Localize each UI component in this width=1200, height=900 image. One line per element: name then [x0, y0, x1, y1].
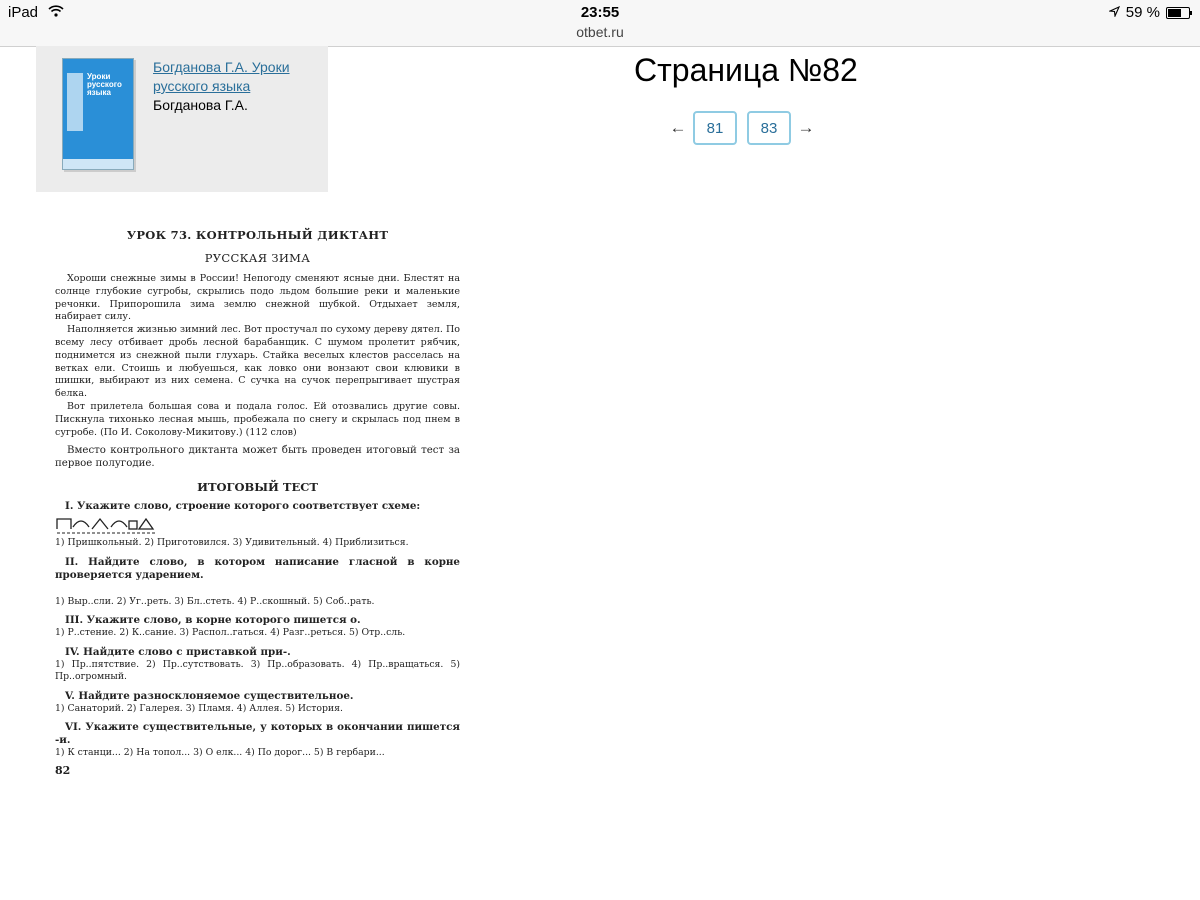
- cover-bottom-band: [63, 159, 133, 169]
- prev-page-button[interactable]: 81: [693, 111, 737, 145]
- answer-options: 1) Пришкольный. 2) Приготовился. 3) Удивительный. 4) Приблизиться.: [55, 537, 409, 549]
- battery-fill: [1168, 9, 1181, 17]
- question: V. Найдите разносклоняемое существительное.: [65, 689, 354, 702]
- answer-options: 1) Пр..пятствие. 2) Пр..сутствовать. 3) Пр..образовать. 4) Пр..вращаться. 5) Пр..огромный.: [55, 658, 460, 683]
- book-cover-image[interactable]: [62, 58, 134, 170]
- clock: 23:55: [580, 4, 620, 21]
- url-host[interactable]: otbet.ru: [576, 24, 624, 40]
- book-author: Богданова Г.А.: [153, 97, 248, 113]
- battery-icon: [1166, 7, 1190, 19]
- lesson-title: УРОК 73. КОНТРОЛЬНЫЙ ДИКТАНТ: [126, 228, 389, 242]
- book-title-link[interactable]: Богданова Г.А. Уроки русского языка: [153, 59, 290, 94]
- question: I. Укажите слово, строение которого соответствует схеме:: [65, 500, 421, 513]
- answer-options: 1) Выр..сли. 2) Уг..реть. 3) Бл..стеть. 4) Р..скошный. 5) Соб..рать.: [55, 595, 375, 607]
- page-title: Страница №82: [634, 52, 858, 88]
- dictation-paragraph: Хороши снежные зимы в России! Непогоду сменяют ясные дни. Блестят на солнце глубокие сугробы, скрылись подо льдом большие реки и маленькие речонки. Припорошила зима землю снежной шубкой. Отдыхает земля, набирает силу.: [55, 273, 460, 323]
- answer-options: 1) Санаторий. 2) Галерея. 3) Пламя. 4) Аллея. 5) История.: [55, 702, 343, 714]
- location-arrow-icon: [1109, 4, 1120, 21]
- morpheme-scheme-icon: [55, 513, 460, 537]
- dictation-note: Вместо контрольного диктанта может быть проведен итоговый тест за первое полугодие.: [55, 445, 460, 470]
- dictation-paragraph: Наполняется жизнью зимний лес. Вот простучал по сухому дереву дятел. По всему лесу отбивает дробь лесной барабанщик. С шумом пролетит рябчик, поднимется из снежной пыли глухарь. Стайка веселых клестов расселась на ветках ели. Стоишь и любуешься, как ловко они вонзают свои клювики в шишки, выбирают из них семена. С сучка на сучок перепрыгивает шустрая белка.: [55, 324, 460, 400]
- cover-title: Уроки русского языка: [87, 72, 122, 97]
- status-right: [1109, 4, 1190, 21]
- ios-status-bar: [0, 0, 1200, 24]
- prev-arrow-icon[interactable]: ←: [669, 118, 687, 137]
- question: IV. Найдите слово с приставкой при-.: [65, 645, 291, 658]
- next-arrow-icon[interactable]: →: [797, 118, 815, 137]
- answer-options: 1) Р..стение. 2) К..сание. 3) Распол..гаться. 4) Разг..реться. 5) Отр..сль.: [55, 627, 406, 639]
- printed-page-number: 82: [55, 763, 71, 777]
- device-name: iPad: [8, 4, 39, 21]
- textbook-scan: [55, 228, 460, 777]
- answer-options: 1) К станци... 2) На топол... 3) О елк... 4) По дорог... 5) В гербари...: [55, 747, 385, 759]
- question: VI. Укажите существительные, у которых в окончании пишется -и.: [55, 721, 460, 747]
- test-title: ИТОГОВЫЙ ТЕСТ: [197, 480, 318, 495]
- address-bar[interactable]: [0, 24, 1200, 47]
- next-page-button[interactable]: 83: [747, 111, 791, 145]
- question: II. Найдите слово, в котором написание гласной в корне проверяется ударением.: [55, 555, 460, 581]
- dictation-title: РУССКАЯ ЗИМА: [204, 251, 311, 265]
- dictation-paragraph: Вот прилетела большая сова и подала голос. Ей отозвались другие совы. Пискнула тихонько лесная мышь, пробежала по снегу и скрылась под пнем в сугробе. (По И. Соколову-Микитову.) (112 слов): [55, 400, 460, 438]
- pagination: [668, 111, 816, 145]
- question: III. Укажите слово, в корне которого пишется о.: [65, 614, 361, 627]
- cover-illustration: [67, 73, 83, 131]
- battery-percent: 59 %: [1125, 4, 1160, 21]
